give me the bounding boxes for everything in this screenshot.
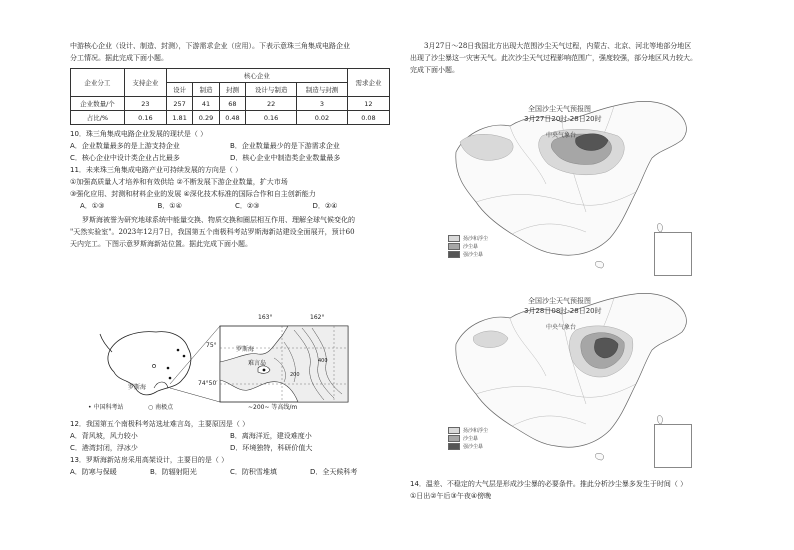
cell: 23	[124, 97, 166, 111]
enterprise-table	[70, 68, 390, 125]
cell: 0.02	[297, 111, 348, 125]
th-manufacture: 制造	[193, 83, 219, 97]
legend-south-pole: ○ 南极点	[148, 404, 174, 411]
q13-options	[70, 466, 390, 478]
map2-title: 全国沙尘天气预报图	[528, 297, 591, 305]
map2-legend	[448, 426, 488, 450]
china-outline	[456, 293, 687, 447]
q10-options-row2	[70, 152, 390, 164]
q11-statement-2: ③强化应用、封测和材料企业的发展 ④深化技术标准的国际合作和自主创新能力	[70, 190, 316, 198]
th-design-manufacture: 设计与制造	[246, 83, 297, 97]
question-12: 12．我国第五个南极科考站选址难言岛，主要原因是（ ）	[70, 420, 250, 428]
cell: 0.16	[124, 111, 166, 125]
question-10: 10．珠三角集成电路企业发展的现状是（ ）	[70, 130, 208, 138]
th-core: 核心企业	[166, 69, 347, 83]
q11-option-a[interactable]: A．①③	[80, 202, 105, 210]
q12-option-b[interactable]: B．离海洋近，建设难度小	[230, 432, 312, 440]
legend-swatch-light	[448, 427, 460, 434]
legend-swatch-dark	[448, 251, 460, 258]
map1-title: 全国沙尘天气预报图	[528, 105, 591, 113]
china-outline	[456, 101, 687, 255]
q10-option-c[interactable]: C．核心企业中设计类企业占比最多	[70, 154, 180, 162]
lat-label-75: 75°	[206, 342, 217, 349]
q10-option-b[interactable]: B．企业数量最少的是下游需求企业	[230, 142, 340, 150]
row-label: 占比/%	[71, 111, 125, 125]
q11-option-c[interactable]: C．②③	[235, 202, 260, 210]
q12-options-row2	[70, 442, 390, 454]
legend-contour: ~200~ 等高线/m	[248, 404, 298, 411]
q12-option-a[interactable]: A．背风坡，风力较小	[70, 432, 138, 440]
leader-line	[170, 388, 220, 402]
question-11: 11．未来珠三角集成电路产业可持续发展的方向是（ ）	[70, 166, 243, 174]
cell: 0.29	[193, 111, 219, 125]
dust-forecast-map-2	[446, 284, 696, 474]
cell: 257	[166, 97, 192, 111]
ross-sea-location-map	[88, 314, 350, 411]
china-station-dot	[169, 377, 172, 380]
ross-sea-label: 罗斯海	[128, 384, 147, 391]
cell: 22	[246, 97, 297, 111]
passage-line-3: 天内完工。下图示意罗斯海新站位置。据此完成下面小题。	[70, 240, 252, 248]
dust-forecast-map-1	[446, 92, 696, 282]
q13-option-c[interactable]: C．防积雪堆填	[230, 468, 277, 476]
legend-item: 扬沙和浮尘	[448, 234, 488, 242]
left-column	[70, 40, 390, 250]
q13-option-a[interactable]: A．防寒与保暖	[70, 468, 117, 476]
table-row	[71, 97, 390, 111]
map2-org: 中央气象台	[546, 324, 577, 331]
hainan-island	[595, 261, 603, 268]
intro-line-1: 中游核心企业（设计、制造、封测），下游需求企业（应用）。下表示意珠三角集成电路企业	[70, 42, 350, 50]
legend-item: 强沙尘暴	[448, 442, 488, 450]
legend-item: 强沙尘暴	[448, 250, 488, 258]
hainan-island	[595, 453, 603, 460]
q10-option-d[interactable]: D．核心企业中制造类企业数量最多	[230, 154, 341, 162]
table-row	[71, 111, 390, 125]
china-station-dot	[177, 349, 180, 352]
legend-item: 沙尘暴	[448, 434, 488, 442]
q12-option-d[interactable]: D．环境独特，科研价值大	[230, 444, 313, 452]
lon-label-163: 163°	[258, 314, 273, 321]
legend-item: 沙尘暴	[448, 242, 488, 250]
right-intro-3: 完成下面小题。	[410, 66, 459, 74]
china-station-dot	[167, 367, 170, 370]
lat-label-7450: 74°50′	[198, 380, 218, 387]
th-design: 设计	[166, 83, 192, 97]
taiwan-island	[658, 224, 663, 232]
question-13: 13．罗斯海新站房采用高架设计，主要目的是（ ）	[70, 456, 229, 464]
passage-line-2: "天然实验室"。2023年12月7日，我国第五个南极科考站罗斯海新站建设全面展开，预计60	[70, 228, 355, 236]
contour-value-400: 400	[318, 358, 328, 364]
legend-swatch-light	[448, 235, 460, 242]
q13-option-d[interactable]: D．全天候科考	[310, 468, 358, 476]
th-support: 支持企业	[124, 69, 166, 97]
china-station-dot	[183, 355, 186, 358]
contour-value-200: 200	[290, 372, 300, 378]
left-questions-bottom	[70, 418, 390, 478]
legend-china-station: • 中国科考站	[88, 404, 124, 411]
q13-option-b[interactable]: B．防辐射阳光	[150, 468, 197, 476]
q11-options	[70, 200, 390, 212]
south-china-sea-inset	[654, 232, 692, 276]
q12-option-c[interactable]: C．港湾封闭，浮冰少	[70, 444, 138, 452]
cell: 0.16	[246, 111, 297, 125]
legend-item: 扬沙和浮尘	[448, 426, 488, 434]
sea-label: 罗斯海	[236, 346, 255, 353]
lon-label-162: 162°	[310, 314, 325, 321]
cell: 0.08	[347, 111, 389, 125]
right-intro-2: 出现了沙尘暴这一灾害天气。此次沙尘天气过程影响范围广，强度较强，部分地区风力较大。	[410, 54, 697, 62]
legend-swatch-dark	[448, 443, 460, 450]
q10-option-a[interactable]: A．企业数量最多的是上游支持企业	[70, 142, 180, 150]
island-label: 难言岛	[248, 360, 267, 367]
map2-time: 3月28日08时-28日20时	[524, 307, 602, 315]
th-manufacture-packaging: 制造与封测	[297, 83, 348, 97]
cell: 0.48	[219, 111, 245, 125]
map1-org: 中央气象台	[546, 132, 577, 139]
question-14: 14．温差、不稳定的大气层是形成沙尘暴的必要条件。推此分析沙尘暴多发生于时间（ ）	[410, 480, 688, 488]
station-marker	[263, 369, 266, 372]
q11-statement-1: ①加强高质量人才培养和有效供给 ②不断发展下游企业数量，扩大市场	[70, 178, 288, 186]
map1-time: 3月27日20时-28日20时	[524, 115, 602, 123]
cell: 68	[219, 97, 245, 111]
legend-swatch-mid	[448, 243, 460, 250]
right-column	[410, 40, 728, 76]
antarctica-svg	[98, 322, 350, 408]
antarctica-outline	[108, 332, 191, 395]
map1-legend	[448, 234, 488, 258]
cell: 12	[347, 97, 389, 111]
intro-line-2: 分工情况。据此完成下面小题。	[70, 54, 168, 62]
q12-options-row1	[70, 430, 390, 442]
th-demand: 需求企业	[347, 69, 389, 97]
q11-option-d[interactable]: D．②④	[312, 202, 338, 210]
south-china-sea-inset	[654, 424, 692, 468]
q11-option-b[interactable]: B．①④	[157, 202, 182, 210]
cell: 3	[297, 97, 348, 111]
q14-options: ①日出②午后③午夜④傍晚	[410, 492, 492, 500]
th-packaging: 封测	[219, 83, 245, 97]
legend-swatch-mid	[448, 435, 460, 442]
taiwan-island	[658, 416, 663, 424]
passage-line-1: 罗斯海被誉为研究地球系统中能量交换、物质交换和圈层相互作用、理解全球气候变化的	[82, 216, 355, 224]
right-questions-bottom	[410, 478, 740, 502]
cell: 1.81	[166, 111, 192, 125]
row-label: 企业数量/个	[71, 97, 125, 111]
right-intro-1: 3月27日～28日我国北方出现大范围沙尘天气过程，内蒙古、北京、河北等地部分地区	[424, 42, 692, 50]
cell: 41	[193, 97, 219, 111]
q10-options-row1	[70, 140, 390, 152]
th-division: 企业分工	[71, 69, 125, 97]
